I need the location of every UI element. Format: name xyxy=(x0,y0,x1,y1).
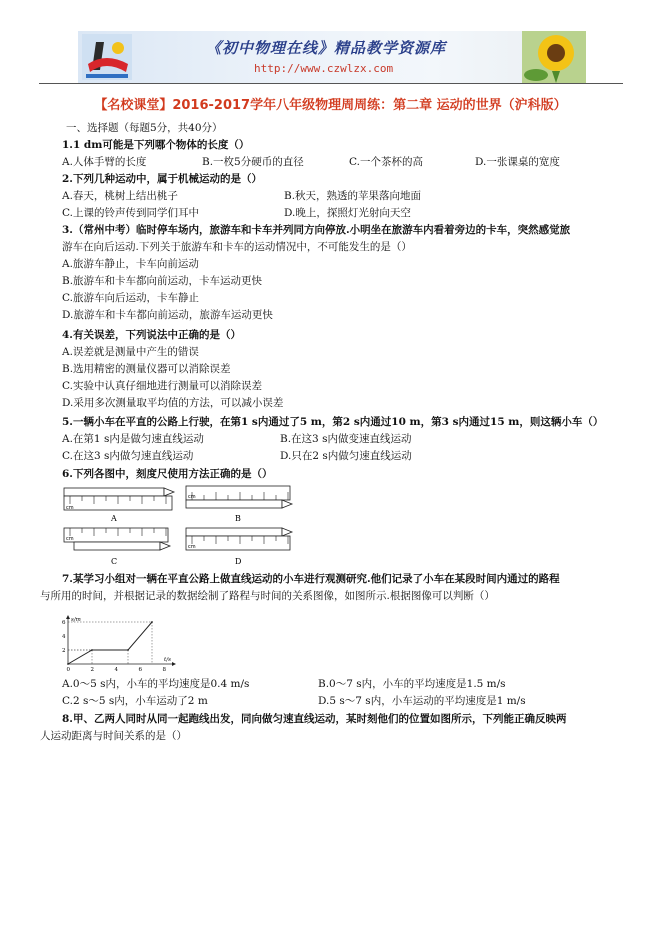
ruler-d-label: D xyxy=(235,557,242,566)
q8-stem-line1: 8.甲、乙两人同时从同一起跑线出发，同向做匀速直线运动，某时刻他们的位置如图所示，下列能正确反映两 xyxy=(62,713,567,725)
q2-option-a: A.春天，桃树上结出桃子 xyxy=(62,190,178,202)
ruler-option-a xyxy=(64,488,174,523)
ruler-b-unit: cm xyxy=(188,494,196,500)
q7-option-a: A.0～5 s内，小车的平均速度是0.4 m/s xyxy=(62,678,250,690)
x-axis-arrow xyxy=(172,662,176,666)
q4-option-c: C.实验中认真仔细地进行测量可以消除误差 xyxy=(62,380,262,392)
q1-option-a: A.人体手臂的长度 xyxy=(62,156,147,168)
distance-time-chart xyxy=(60,614,180,672)
banner-title: 《初中物理在线》精品教学资源库 xyxy=(206,39,447,57)
q8-stem-line2: 人运动距离与时间关系的是（） xyxy=(40,730,187,742)
q5-stem: 5.一辆小车在平直的公路上行驶，在第1 s内通过了5 m，第2 s内通过10 m，第3 s内通过15 m，则这辆小车（） xyxy=(62,416,604,428)
ruler-option-b xyxy=(186,486,292,523)
ruler-b-label: B xyxy=(235,514,241,523)
q7-option-b: B.0～7 s内，小车的平均速度是1.5 m/s xyxy=(318,678,506,690)
q5-option-d: D.只在2 s内做匀速直线运动 xyxy=(280,450,412,462)
q7-stem-line2: 与所用的时间，并根据记录的数据绘制了路程与时间的关系图像，如图所示.根据图像可以判断（） xyxy=(40,590,495,602)
ruler-option-c xyxy=(64,528,170,566)
y-axis-arrow xyxy=(66,615,70,619)
q4-option-a: A.误差就是测量中产生的错误 xyxy=(62,346,199,358)
q3-stem-line2: 游车在向后运动.下列关于旅游车和卡车的运动情况中，不可能发生的是（） xyxy=(62,241,412,253)
header-banner xyxy=(78,31,586,83)
x-axis-label: t/s xyxy=(164,657,171,663)
q1-stem: 1.1 dm可能是下列哪个物体的长度（） xyxy=(62,139,250,151)
series-line xyxy=(68,622,152,664)
q4-option-d: D.采用多次测量取平均值的方法，可以减小误差 xyxy=(62,397,284,409)
q2-option-d: D.晚上，探照灯光射向天空 xyxy=(284,207,411,219)
q1-option-d: D.一张课桌的宽度 xyxy=(475,156,560,168)
x-tick-label: 6 xyxy=(138,667,142,672)
x-tick-label: 4 xyxy=(114,667,118,672)
y-tick-label: 4 xyxy=(62,634,66,640)
q4-stem: 4.有关误差，下列说法中正确的是（） xyxy=(62,329,241,341)
y-tick-label: 2 xyxy=(62,648,66,654)
ruler-c-label: C xyxy=(111,557,118,566)
banner-url: http://www.czwlzx.com xyxy=(254,62,394,75)
ruler-d-unit: cm xyxy=(188,544,196,550)
y-tick-label: 6 xyxy=(62,620,66,626)
sunflower-icon xyxy=(522,31,586,83)
page-title: 【名校课堂】2016-2017学年八年级物理周周练：第二章 运动的世界（沪科版） xyxy=(94,98,567,113)
section-heading: 一、选择题（每题5分，共40分） xyxy=(66,122,223,134)
q7-option-c: C.2 s～5 s内，小车运动了2 m xyxy=(62,695,208,707)
q2-option-b: B.秋天，熟透的苹果落向地面 xyxy=(284,190,422,202)
q2-stem: 2.下列几种运动中，属于机械运动的是（） xyxy=(62,173,262,185)
ruler-option-d xyxy=(186,528,292,566)
q7-stem-line1: 7.某学习小组对一辆在平直公路上做直线运动的小车进行观测研究.他们记录了小车在某段时间内通过的路程 xyxy=(62,573,560,585)
q5-option-c: C.在这3 s内做匀速直线运动 xyxy=(62,450,194,462)
ruler-c-unit: cm xyxy=(66,536,74,542)
x-tick-label: 8 xyxy=(162,667,166,672)
q4-option-b: B.选用精密的测量仪器可以消除误差 xyxy=(62,363,231,375)
q3-option-d: D.旅游车和卡车都向前运动，旅游车运动更快 xyxy=(62,309,273,321)
q3-option-c: C.旅游车向后运动，卡车静止 xyxy=(62,292,199,304)
x-tick-label: 2 xyxy=(90,667,94,672)
q3-stem-line1: 3.（常州中考）临时停车场内，旅游车和卡车并列同方向停放.小明坐在旅游车内看着旁边的卡车，突然感觉旅 xyxy=(62,224,571,236)
q1-option-c: C.一个茶杯的高 xyxy=(349,156,423,168)
q5-option-a: A.在第1 s内是做匀速直线运动 xyxy=(62,433,204,445)
q6-stem: 6.下列各图中，刻度尺使用方法正确的是（） xyxy=(62,468,273,480)
y-axis-label: s/m xyxy=(71,617,81,623)
q3-option-b: B.旅游车和卡车都向前运动，卡车运动更快 xyxy=(62,275,263,287)
ruler-figure xyxy=(62,484,302,570)
q1-option-b: B.一枚5分硬币的直径 xyxy=(202,156,304,168)
q2-option-c: C.上课的铃声传到同学们耳中 xyxy=(62,207,199,219)
x-tick-label: 0 xyxy=(66,667,70,672)
q5-option-b: B.在这3 s内做变速直线运动 xyxy=(280,433,412,445)
ruler-a-unit: cm xyxy=(66,505,74,511)
q7-option-d: D.5 s～7 s内，小车运动的平均速度是1 m/s xyxy=(318,695,526,707)
ruler-a-label: A xyxy=(111,514,117,523)
site-logo-icon xyxy=(82,34,132,80)
header-divider xyxy=(39,83,623,84)
q3-option-a: A.旅游车静止，卡车向前运动 xyxy=(62,258,199,270)
